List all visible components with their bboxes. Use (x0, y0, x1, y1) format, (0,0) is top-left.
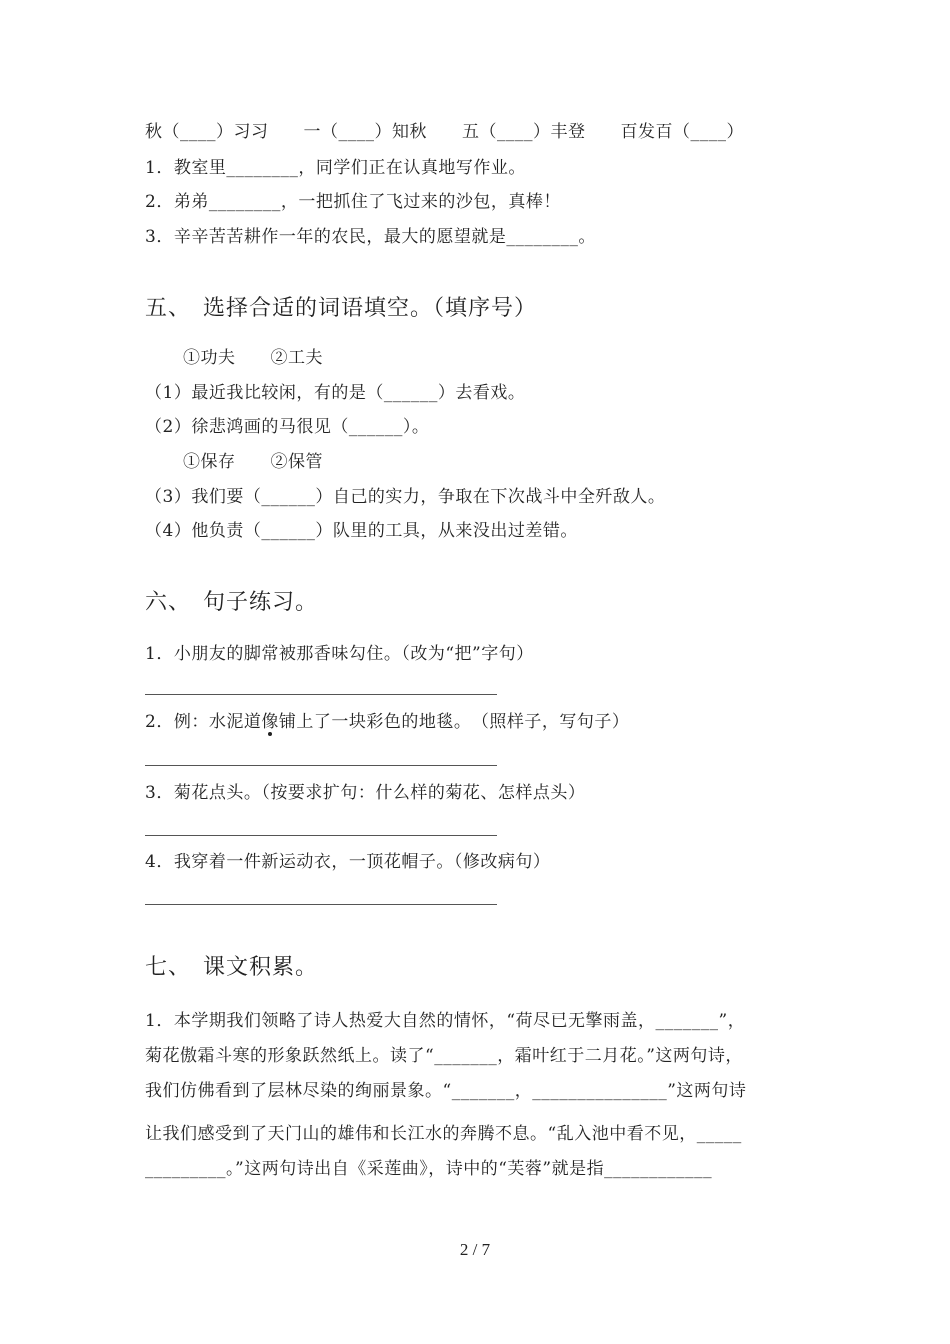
answer-line-4[interactable] (145, 904, 497, 905)
section-7-line-5: _________。”这两句诗出自《采莲曲》，诗中的“芙蓉”就是指____________ (145, 1159, 713, 1179)
q2-suffix: 铺上了一块彩色的地毯。 （照样子，写句子） (278, 712, 630, 732)
page-number: 2 / 7 (459, 1240, 491, 1259)
section-7-line-1: 1．本学期我们领略了诗人热爱大自然的情怀，“荷尽已无擎雨盖，_______”， (145, 1011, 746, 1031)
section-5-title: 五、 选择合适的词语填空。（填序号） (145, 296, 538, 321)
section-5-question-1: （1）最近我比较闲，有的是（______）去看戏。 (145, 383, 526, 403)
fill-sentence-2: 2．弟弟________，一把抓住了飞过来的沙包，真棒！ (145, 192, 561, 212)
section-6-question-3: 3．菊花点头。（按要求扩句：什么样的菊花、怎样点头） (145, 783, 586, 803)
section-5-options-a: ①功夫 ②工夫 (183, 348, 323, 368)
section-6-question-4: 4．我穿着一件新运动衣，一顶花帽子。（修改病句） (145, 852, 551, 872)
fill-sentence-1: 1．教室里________，同学们正在认真地写作业。 (145, 158, 526, 178)
section-6-title: 六、 句子练习。 (145, 590, 319, 615)
section-7-line-3: 我们仿佛看到了层林尽染的绚丽景象。“_______，_______________”这两句诗 (145, 1081, 747, 1101)
section-6-question-1: 1．小朋友的脚常被那香味勾住。（改为“把”字句） (145, 644, 534, 664)
section-5-options-b: ①保存 ②保管 (183, 452, 323, 472)
q2-prefix: 2．例：水泥道 (145, 712, 262, 732)
answer-line-3[interactable] (145, 835, 497, 836)
section-6-question-2 (145, 710, 629, 734)
emphasized-char: 像 (261, 712, 279, 732)
section-5-question-3: （3）我们要（______）自己的实力，争取在下次战斗中全歼敌人。 (145, 487, 666, 507)
idioms-fill-line: 秋（____）习习 一（____）知秋 五（____）丰登 百发百（____） (145, 122, 744, 142)
answer-line-2[interactable] (145, 765, 497, 766)
answer-line-1[interactable] (145, 694, 497, 695)
fill-sentence-3: 3．辛辛苦苦耕作一年的农民，最大的愿望就是________。 (145, 227, 596, 247)
section-7-line-4: 让我们感受到了天门山的雄伟和长江水的奔腾不息。“乱入池中看不见，_____ (145, 1124, 742, 1144)
section-5-question-4: （4）他负责（______）队里的工具，从来没出过差错。 (145, 521, 578, 541)
section-7-title: 七、 课文积累。 (145, 955, 319, 980)
section-7-line-2: 菊花傲霜斗寒的形象跃然纸上。读了“_______，霜叶红于二月花。”这两句诗， (145, 1046, 743, 1066)
section-5-question-2: （2）徐悲鸿画的马很见（______）。 (145, 417, 430, 437)
